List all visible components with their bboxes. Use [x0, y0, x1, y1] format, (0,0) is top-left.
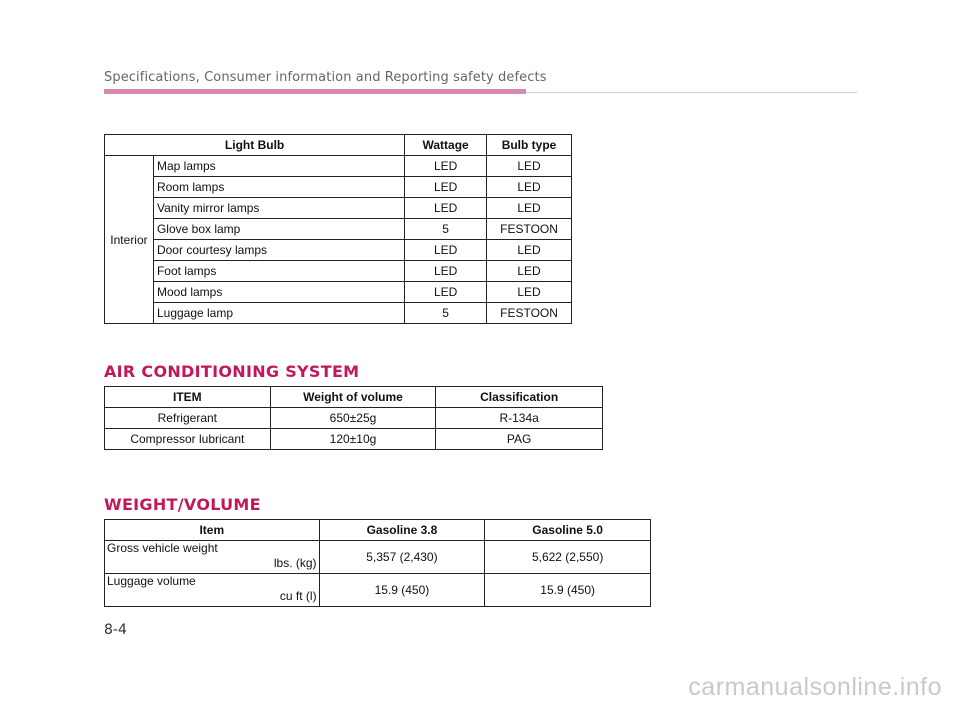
table-header-row	[105, 387, 603, 408]
weight-item-unit: cu ft (l)	[279, 589, 317, 603]
page-number: 8-4	[104, 622, 127, 638]
weight-item-cell	[105, 574, 320, 607]
header-wattage: Wattage	[405, 135, 487, 156]
bulb-wattage: 5	[405, 219, 487, 240]
header-accent-bar	[104, 89, 526, 94]
header-gasoline-5-0: Gasoline 5.0	[485, 520, 651, 541]
bulb-name: Mood lamps	[153, 282, 404, 303]
bulb-wattage: 5	[405, 303, 487, 324]
weight-section-title: WEIGHT/VOLUME	[104, 495, 261, 514]
ac-classification: PAG	[436, 429, 603, 450]
bulb-wattage: LED	[405, 177, 487, 198]
bulb-name: Room lamps	[153, 177, 404, 198]
bulb-wattage: LED	[405, 282, 487, 303]
header-weight-of-volume: Weight of volume	[270, 387, 436, 408]
table-row	[105, 303, 572, 324]
header-item: ITEM	[105, 387, 271, 408]
table-header-row	[105, 135, 572, 156]
ac-item: Refrigerant	[105, 408, 271, 429]
gasoline-5-0-value: 5,622 (2,550)	[485, 541, 651, 574]
ac-weight: 650±25g	[270, 408, 436, 429]
bulb-name: Map lamps	[153, 156, 404, 177]
ac-weight: 120±10g	[270, 429, 436, 450]
header-item: Item	[105, 520, 320, 541]
gasoline-3-8-value: 5,357 (2,430)	[319, 541, 485, 574]
table-row	[105, 219, 572, 240]
bulb-type: LED	[487, 156, 572, 177]
section-header-title: Specifications, Consumer information and Reporting safety defects	[104, 70, 547, 85]
bulb-type: LED	[487, 261, 572, 282]
header-bulb-type: Bulb type	[487, 135, 572, 156]
table-row	[105, 156, 572, 177]
bulb-type: FESTOON	[487, 303, 572, 324]
table-row	[105, 408, 603, 429]
weight-item-unit: lbs. (kg)	[273, 556, 317, 570]
table-header-row	[105, 520, 651, 541]
weight-item-name: Gross vehicle weight	[107, 541, 218, 555]
light-bulb-table	[104, 134, 572, 324]
header-light-bulb: Light Bulb	[105, 135, 405, 156]
header-gasoline-3-8: Gasoline 3.8	[319, 520, 485, 541]
bulb-name: Foot lamps	[153, 261, 404, 282]
weight-volume-table	[104, 519, 651, 607]
bulb-type: LED	[487, 282, 572, 303]
table-row	[105, 429, 603, 450]
bulb-name: Luggage lamp	[153, 303, 404, 324]
ac-item: Compressor lubricant	[105, 429, 271, 450]
gasoline-5-0-value: 15.9 (450)	[485, 574, 651, 607]
bulb-type: LED	[487, 240, 572, 261]
weight-item-cell	[105, 541, 320, 574]
bulb-name: Glove box lamp	[153, 219, 404, 240]
ac-classification: R-134a	[436, 408, 603, 429]
table-row	[105, 574, 651, 607]
table-row	[105, 240, 572, 261]
group-label-interior: Interior	[105, 156, 154, 324]
bulb-wattage: LED	[405, 240, 487, 261]
header-classification: Classification	[436, 387, 603, 408]
table-row	[105, 261, 572, 282]
bulb-wattage: LED	[405, 198, 487, 219]
ac-section-title: AIR CONDITIONING SYSTEM	[104, 362, 360, 381]
bulb-type: LED	[487, 177, 572, 198]
watermark: carmanualsonline.info	[688, 673, 942, 701]
header-rule	[526, 92, 857, 93]
bulb-type: LED	[487, 198, 572, 219]
bulb-name: Vanity mirror lamps	[153, 198, 404, 219]
table-row	[105, 177, 572, 198]
bulb-wattage: LED	[405, 156, 487, 177]
weight-item-name: Luggage volume	[107, 574, 196, 588]
bulb-name: Door courtesy lamps	[153, 240, 404, 261]
gasoline-3-8-value: 15.9 (450)	[319, 574, 485, 607]
table-row	[105, 198, 572, 219]
air-conditioning-table	[104, 386, 603, 450]
table-row	[105, 541, 651, 574]
bulb-wattage: LED	[405, 261, 487, 282]
bulb-type: FESTOON	[487, 219, 572, 240]
table-row	[105, 282, 572, 303]
